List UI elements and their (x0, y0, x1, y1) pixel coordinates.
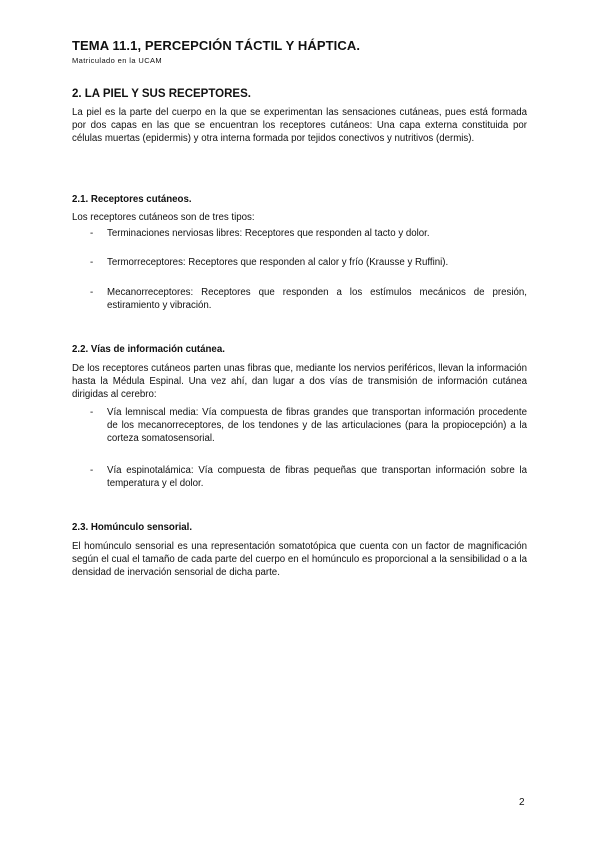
subsection-heading-receptors: 2.1. Receptores cutáneos. (72, 194, 192, 205)
list-item-text: Mecanorreceptores: Receptores que responden a los estímulos mecánicos de presión, estiramiento y vibración. (107, 287, 527, 311)
list-item-text: Vía lemniscal media: Vía compuesta de fibras grandes que transportan información procedente de los mecanorreceptores, de los tendones y de las articulaciones (para la propiocepción) a la corteza somatosensorial. (107, 407, 527, 444)
list-item-text: Vía espinotalámica: Vía compuesta de fibras pequeñas que transportan información sobre la temperatura y el dolor. (107, 465, 527, 489)
page-number: 2 (519, 797, 525, 808)
document-title: TEMA 11.1, PERCEPCIÓN TÁCTIL Y HÁPTICA. (72, 38, 361, 53)
list-item (90, 286, 527, 312)
paragraph-homunculus: El homúnculo sensorial es una representación somatotópica que cuenta con un factor de magnificación según el cual el tamaño de cada parte del cuerpo en el homúnculo es proporcional a la sensibilidad o a la densidad de inervación sensorial de dicha parte. (72, 541, 527, 578)
bullet-dash: - (90, 465, 94, 476)
receptors-intro: Los receptores cutáneos son de tres tipos: (72, 212, 255, 223)
list-item-text: Termorreceptores: Receptores que responden al calor y frío (Krausse y Ruffini). (107, 257, 449, 268)
subsection-heading-homunculus: 2.3. Homúnculo sensorial. (72, 522, 193, 533)
bullet-dash: - (90, 257, 94, 268)
bullet-dash: - (90, 228, 94, 239)
list-item (90, 406, 527, 445)
paragraph-pathways: De los receptores cutáneos parten unas fibras que, mediante los nervios periféricos, llevan la información hasta la Médula Espinal. Una vez ahí, dan lugar a dos vías de transmisión de información cutánea dirigidas al cerebro: (72, 363, 527, 400)
list-item (90, 227, 527, 240)
list-item (90, 256, 527, 269)
section-heading-skin: 2. LA PIEL Y SUS RECEPTORES. (72, 88, 251, 100)
list-item (90, 464, 527, 490)
bullet-dash: - (90, 407, 94, 418)
list-item-text: Terminaciones nerviosas libres: Receptores que responden al tacto y dolor. (107, 228, 430, 239)
bullet-dash: - (90, 287, 94, 298)
subsection-heading-pathways: 2.2. Vías de información cutánea. (72, 344, 225, 355)
paragraph-skin: La piel es la parte del cuerpo en la que se experimentan las sensaciones cutáneas, pues está formada por dos capas en las que se encuentran los receptores cutáneos: Una capa externa constituida por células muertas (epidermis) y otra interna formada por tejidos conectivos y nutritivos (dermis). (72, 107, 527, 144)
document-subtitle: Matriculado en la UCAM (72, 56, 163, 65)
